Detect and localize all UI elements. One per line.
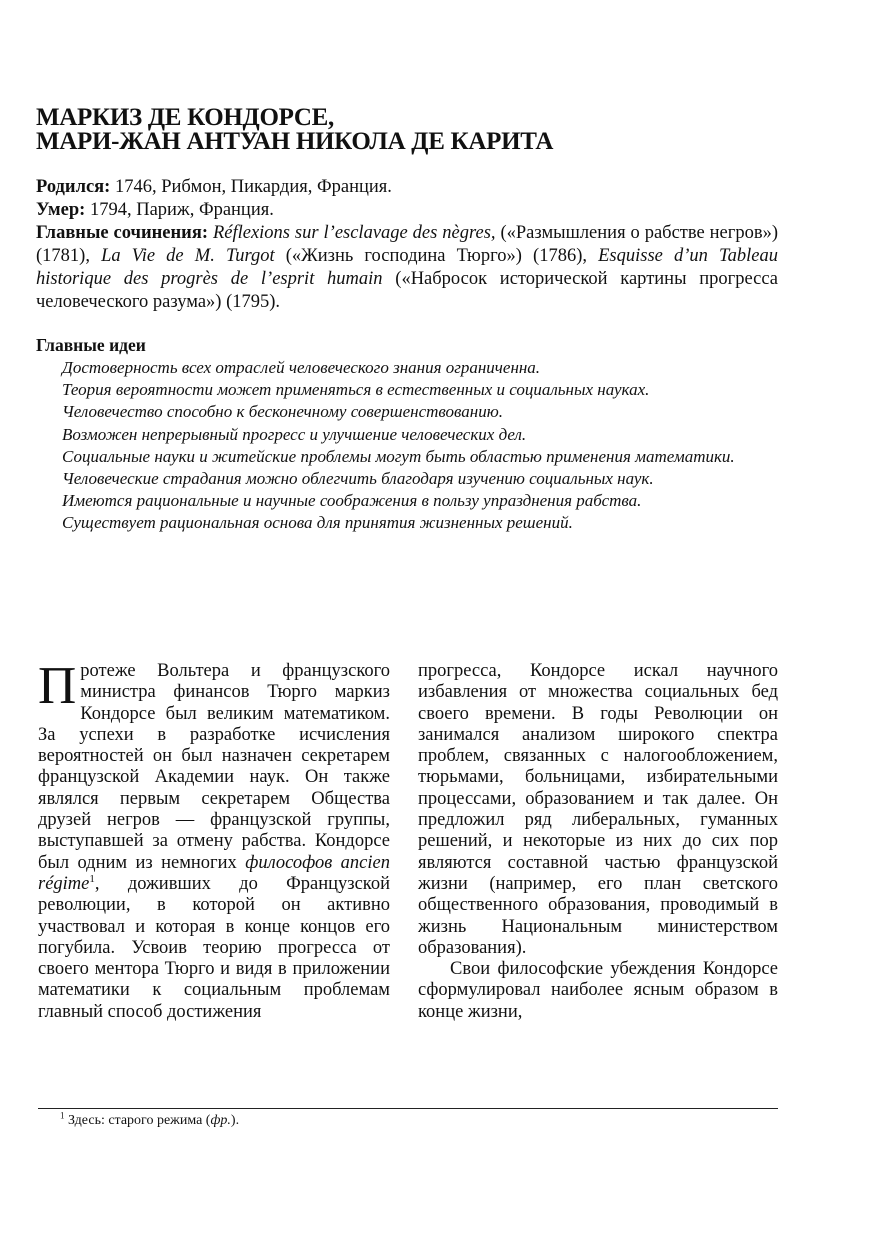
footnote-text: Здесь: старого режима ( xyxy=(64,1113,211,1128)
bio-block xyxy=(36,176,778,314)
born-value: 1746, Рибмон, Пикардия, Франция. xyxy=(110,177,392,197)
footnote-reference[interactable]: 1 xyxy=(89,872,95,885)
work-1-title: Réflexions sur l’esclavage des nègres, xyxy=(212,223,496,243)
died-value: 1794, Париж, Франция. xyxy=(85,200,274,220)
works-label: Главные сочинения: xyxy=(36,223,208,243)
born-label: Родился: xyxy=(36,177,111,197)
work-3-translation: («Набросок исторической картины прогресса человеческого разума») (1795). xyxy=(36,269,778,312)
body-text: , доживших до Французской революции, в которой он активно участвовал и которая в конце концов его погубила. Усвоив теорию прогресса от своего ментора Тюрго и видя в приложении математики к социальным проблемам главный способ достижения xyxy=(38,873,390,1022)
body-paragraph: Свои философские убеждения Кондорсе сформулировал наиболее ясным образом в конце жизни, xyxy=(418,959,778,1022)
body-column-left xyxy=(38,657,390,1023)
work-2-translation: («Жизнь господина Тюрго») (1786), xyxy=(274,246,599,266)
idea-item: Существует рациональная основа для принятия жизненных решений. xyxy=(62,513,573,533)
footnote-mark: 1 xyxy=(60,1110,65,1121)
body-italic-phrase: философов ancien régime xyxy=(38,852,390,894)
died-label: Умер: xyxy=(36,200,86,220)
page-title xyxy=(36,106,796,154)
born-row xyxy=(36,176,778,199)
idea-item: Социальные науки и житейские проблемы могут быть областью применения математики. xyxy=(62,446,735,466)
footnote xyxy=(60,1112,239,1130)
idea-item: Теория вероятности может применяться в естественных и социальных науках. xyxy=(62,380,650,400)
page-title-line-2: МАРИ-ЖАН АНТУАН НИКОЛА ДЕ КАРИТА xyxy=(36,128,554,155)
page-title-line-1: МАРКИЗ ДЕ КОНДОРСЕ, xyxy=(36,104,334,131)
works-row xyxy=(36,222,778,314)
idea-item: Человеческие страдания можно облегчить благодаря изучению социальных наук. xyxy=(62,469,654,489)
idea-item: Имеются рациональные и научные соображения в пользу упразднения рабства. xyxy=(62,491,642,511)
work-3-title: Esquisse d’un Tableau historique des progrès de l’esprit humain xyxy=(36,246,778,289)
idea-item: Человечество способно к бесконечному совершенствованию. xyxy=(62,402,503,422)
work-1-translation: («Размышления о рабстве негров») (1781), xyxy=(36,223,778,266)
drop-cap: П xyxy=(38,657,77,715)
died-row xyxy=(36,199,778,222)
work-2-title: La Vie de M. Turgot xyxy=(101,246,275,266)
body-paragraph xyxy=(38,657,390,1023)
idea-item: Возможен непрерывный прогресс и улучшение человеческих дел. xyxy=(62,424,527,444)
footnote-divider xyxy=(38,1108,778,1109)
body-paragraph: прогресса, Кондорсе искал научного избавления от множества социальных бед своего времени. В годы Революции он занимался анализом широкого спектра проблем, связанных с налогообложением, тюрьмами, больницами, избирательными процессами, образованием и так далее. Он предложил ряд либеральных, гуманных решений, и некоторые из них до сих пор являются составной частью французской жизни (например, его план светского общественного образования, проводимый в жизнь Национальным министерством образования). xyxy=(418,661,778,958)
ideas-heading: Главные идеи xyxy=(36,335,146,355)
footnote-text-end: ). xyxy=(230,1113,240,1128)
footnote-italic: фр. xyxy=(210,1113,231,1128)
body-column-right xyxy=(418,661,778,1023)
ideas-list xyxy=(62,357,778,535)
idea-item: Достоверность всех отраслей человеческого знания ограниченна. xyxy=(62,358,541,377)
body-text: ротеже Вольтера и французского министра финансов Тюрго маркиз Кондорсе был великим математиком. За успехи в разработке исчисления вероятностей он был назначен секретарем французской Академии наук. Он также являлся первым секретарем Общества друзей негров — французской группы, выступавшей за отмену рабства. Кондорсе был одним из немногих xyxy=(38,661,390,873)
